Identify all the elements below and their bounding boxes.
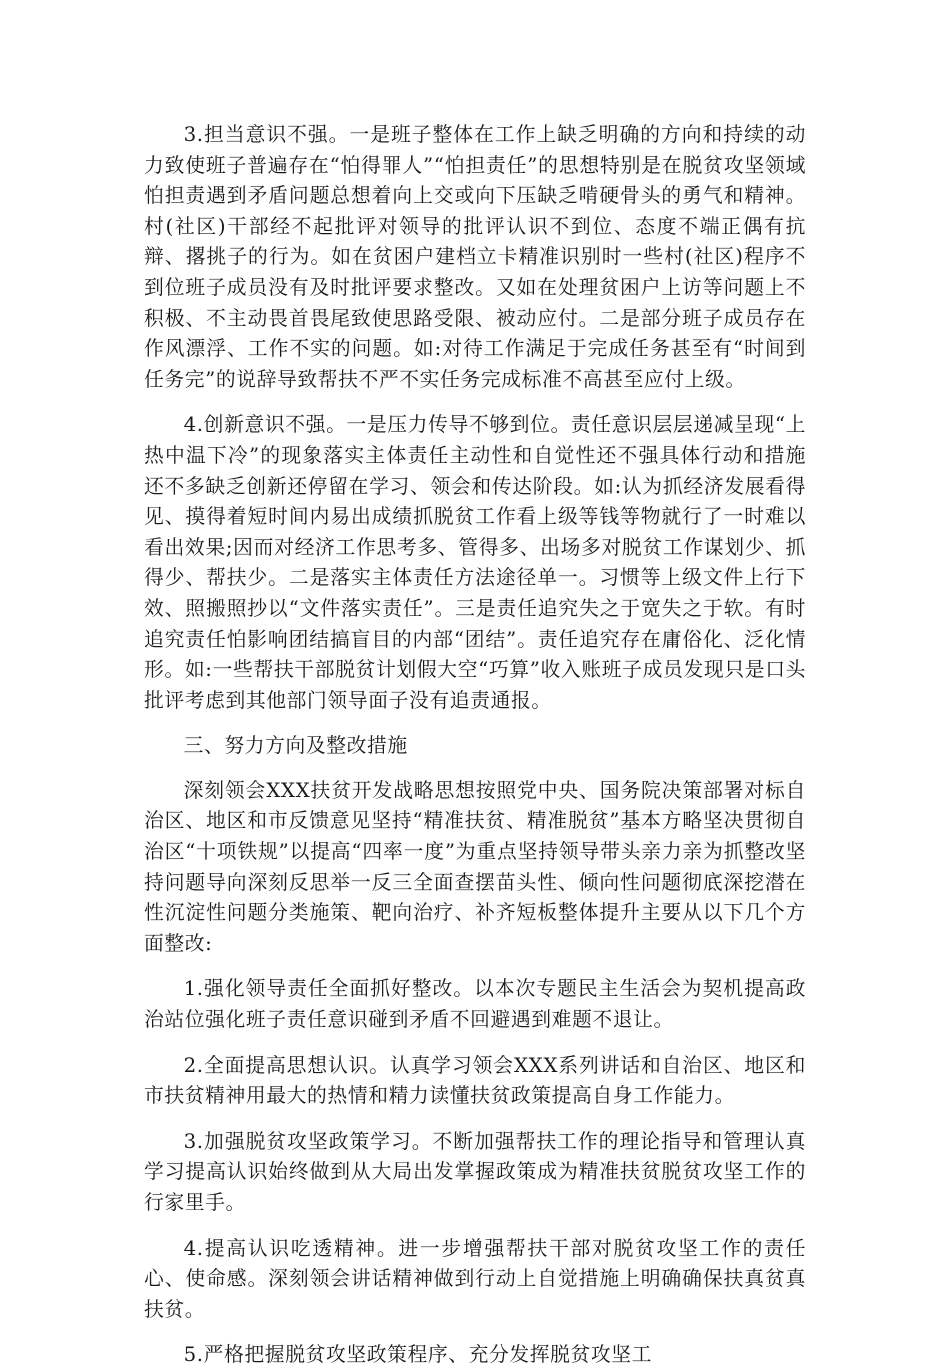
paragraph-section-intro: 深刻领会XXX扶贫开发战略思想按照党中央、国务院决策部署对标自治区、地区和市反馈意见坚持“精准扶贫、精准脱贫”基本方略坚决贯彻自治区“十项铁规”以提高“四率一度”为重点坚持领导带头亲力亲为抓整改坚持问题导向深刻反思举一反三全面查摆苗头性、倾向性问题彻底深挖潜在性沉淀性问题分类施策、靶向治疗、补齐短板整体提升主要从以下几个方面整改: xyxy=(144,778,806,955)
measure-item-5: 5.严格把握脱贫攻坚政策程序、充分发挥脱贫攻坚工 xyxy=(183,1343,653,1367)
measure-item-1: 1.强化领导责任全面抓好整改。以本次专题民主生活会为契机提高政治站位强化班子责任意识碰到矛盾不回避遇到难题不退让。 xyxy=(144,977,806,1032)
measure-item-3: 3.加强脱贫攻坚政策学习。不断加强帮扶工作的理论指导和管理认真学习提高认识始终做到从大局出发掌握政策成为精准扶贫脱贫攻坚工作的行家里手。 xyxy=(144,1129,806,1214)
measure-item-4: 4.提高认识吃透精神。进一步增强帮扶干部对脱贫攻坚工作的责任心、使命感。深刻领会讲话精神做到行动上自觉措施上明确确保扶真贫真扶贫。 xyxy=(144,1236,806,1321)
paragraph-responsibility-awareness: 3.担当意识不强。一是班子整体在工作上缺乏明确的方向和持续的动力致使班子普遍存在“怕得罪人”“怕担责任”的思想特别是在脱贫攻坚领域怕担责遇到矛盾问题总想着向上交或向下压缺乏啃硬骨头的勇气和精神。村(社区)干部经不起批评对领导的批评认识不到位、态度不端正偶有抗辩、撂挑子的行为。如在贫困户建档立卡精准识别时一些村(社区)程序不到位班子成员没有及时批评要求整改。又如在处理贫困户上访等问题上不积极、不主动畏首畏尾致使思路受限、被动应付。二是部分班子成员存在作风漂浮、工作不实的问题。如:对待工作满足于完成任务甚至有“时间到任务完”的说辞导致帮扶不严不实任务完成标准不高甚至应付上级。 xyxy=(144,123,806,391)
measure-item-2: 2.全面提高思想认识。认真学习领会XXX系列讲话和自治区、地区和市扶贫精神用最大的热情和精力读懂扶贫政策提高自身工作能力。 xyxy=(144,1053,806,1108)
paragraph-innovation-awareness: 4.创新意识不强。一是压力传导不够到位。责任意识层层递减呈现“上热中温下冷”的现象落实主体责任主动性和自觉性还不强具体行动和措施还不多缺乏创新还停留在学习、领会和传达阶段。如:认为抓经济发展看得见、摸得着短时间内易出成绩抓脱贫工作看上级等钱等物就行了一时难以看出效果;因而对经济工作思考多、管得多、出场多对脱贫工作谋划少、抓得少、帮扶少。二是落实主体责任方法途径单一。习惯等上级文件上行下效、照搬照抄以“文件落实责任”。三是责任追究失之于宽失之于软。有时追究责任怕影响团结搞盲目的内部“团结”。责任追究存在庸俗化、泛化情形。如:一些帮扶干部脱贫计划假大空“巧算”收入账班子成员发现只是口头批评考虑到其他部门领导面子没有追责通报。 xyxy=(144,413,806,712)
section-heading: 三、努力方向及整改措施 xyxy=(183,734,408,758)
